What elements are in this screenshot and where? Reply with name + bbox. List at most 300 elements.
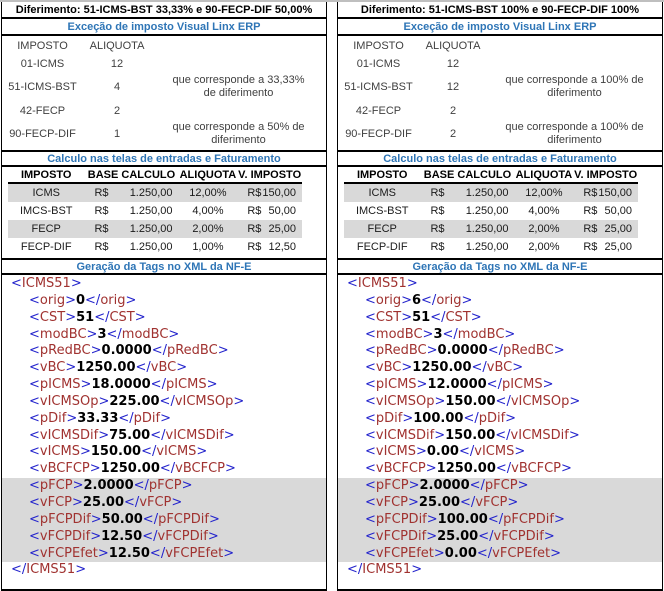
xml-value: 100.00 — [437, 511, 488, 527]
xml-bracket: </ — [133, 478, 149, 494]
currency-symbol: R$ — [583, 205, 598, 217]
xml-bracket: </ — [458, 444, 475, 460]
xml-tag-name: pFCPDif — [375, 511, 427, 527]
xml-value: 1250.00 — [436, 461, 496, 477]
calc-row — [8, 184, 302, 202]
xml-bracket: > — [90, 511, 102, 527]
xml-bracket: > — [207, 528, 219, 544]
xml-bracket: </ — [124, 494, 140, 510]
xml-bracket: > — [568, 427, 580, 443]
xml-line — [338, 394, 662, 411]
exception-rows — [2, 55, 326, 149]
imposto-amount: 50,00 — [604, 205, 632, 217]
xml-bracket: > — [89, 461, 101, 477]
xml-bracket: </ — [442, 326, 458, 342]
xml-bracket: </ — [495, 393, 511, 409]
xml-line — [2, 293, 326, 310]
xml-bracket: > — [434, 393, 446, 409]
v-imposto-cell — [237, 205, 302, 217]
xml-bracket: > — [66, 410, 78, 426]
xml-bracket: </ — [421, 292, 437, 308]
xml-tag-name: pDif — [478, 410, 506, 426]
xml-tag-name: ICMS51 — [362, 562, 412, 578]
xml-line — [2, 343, 326, 360]
xml-value: 1250.00 — [76, 360, 136, 376]
xml-bracket: < — [365, 511, 376, 527]
xml-line — [2, 529, 326, 546]
xml-line — [2, 428, 326, 445]
base-calculo-cell — [84, 223, 178, 235]
imposto-cell: FECP — [31, 223, 61, 235]
xml-bracket: > — [401, 360, 413, 376]
xml-bracket: < — [29, 494, 40, 510]
column-header-imposto: IMPOSTO — [20, 168, 72, 181]
xml-value: 0.0000 — [437, 343, 488, 359]
xml-tag-name: modBC — [375, 326, 423, 342]
imposto-cell: ICMS — [368, 187, 396, 199]
xml-tag-name: vFCPEfet — [375, 545, 434, 561]
xml-bracket: < — [29, 377, 40, 393]
calc-row — [8, 220, 302, 238]
column-header-aliquota: ALIQUOTA — [515, 168, 573, 181]
xml-tag-name: vICMS — [375, 444, 416, 460]
xml-bracket: </ — [159, 461, 176, 477]
imposto-cell: 42-FECP — [19, 104, 66, 117]
currency-symbol: R$ — [430, 205, 445, 217]
xml-tag-name: vICMSDif — [510, 427, 569, 443]
xml-bracket: </ — [135, 360, 151, 376]
xml-tag-name: pFCPDif — [158, 511, 209, 527]
xml-line — [338, 343, 662, 360]
xml-tag-name: pFCPDif — [503, 511, 554, 527]
xml-bracket: < — [365, 377, 376, 393]
xml-tag-name: vFCPDif — [493, 528, 544, 544]
section-header-calculo: Calculo nas telas de entradas e Faturamento — [2, 150, 326, 167]
xml-value: 51 — [76, 309, 95, 325]
xml-tag-name: vFCP — [375, 494, 408, 510]
xml-bracket: > — [65, 292, 76, 308]
xml-line — [338, 377, 662, 394]
xml-bracket: > — [233, 393, 245, 409]
xml-line — [2, 310, 326, 327]
xml-tag-name: pRedBC — [502, 343, 554, 359]
aliquota-cell: 12 — [110, 57, 124, 70]
xml-bracket: </ — [151, 343, 167, 359]
imposto-cell: 01-ICMS — [20, 57, 65, 70]
base-amount: 1.250,00 — [465, 241, 509, 253]
xml-value: 3 — [433, 326, 443, 342]
xml-bracket: < — [29, 528, 40, 544]
xml-tag-name: pRedBC — [166, 343, 218, 359]
xml-bracket: < — [365, 292, 376, 308]
base-amount: 1.250,00 — [129, 241, 173, 253]
xml-bracket: > — [402, 410, 414, 426]
xml-line — [338, 529, 662, 546]
imposto-amount: 150,00 — [262, 187, 296, 199]
xml-tag-name: pICMS — [165, 377, 207, 393]
xml-bracket: < — [365, 545, 376, 561]
base-calculo-cell — [84, 205, 178, 217]
xml-bracket: < — [365, 528, 376, 544]
xml-bracket: > — [171, 494, 183, 510]
base-amount: 1.250,00 — [465, 205, 509, 217]
xml-bracket: < — [365, 494, 376, 510]
xml-tag-name: vFCP — [475, 494, 508, 510]
xml-tag-name: modBC — [121, 326, 169, 342]
xml-line — [338, 512, 662, 529]
xml-bracket: < — [29, 410, 40, 426]
xml-value: 25.00 — [82, 494, 125, 510]
xml-value: 0.0000 — [101, 343, 152, 359]
aliquota-cell: 12,00% — [525, 187, 563, 199]
base-amount: 1.250,00 — [465, 223, 509, 235]
xml-bracket: > — [90, 528, 102, 544]
v-imposto-cell — [573, 241, 638, 253]
exception-row — [338, 119, 662, 149]
xml-bracket: > — [72, 478, 84, 494]
xml-bracket: </ — [478, 528, 494, 544]
xml-value: 3 — [97, 326, 107, 342]
xml-value: 75.00 — [109, 427, 151, 443]
imposto-amount: 150,00 — [598, 187, 632, 199]
section-header-excecao: Exceção de imposto Visual Linx ERP — [2, 19, 326, 36]
base-amount: 1.250,00 — [465, 187, 509, 199]
calc-table-header — [344, 167, 638, 184]
imposto-cell: 42-FECP — [355, 104, 402, 117]
exception-rows — [338, 55, 662, 149]
xml-bracket: < — [29, 343, 40, 359]
imposto-cell: 51-ICMS-BST — [344, 81, 413, 93]
xml-bracket: > — [543, 528, 555, 544]
xml-bracket: </ — [469, 478, 485, 494]
xml-tag-name: pFCP — [148, 478, 182, 494]
xml-bracket: < — [29, 393, 40, 409]
xml-bracket: > — [426, 511, 438, 527]
xml-line — [2, 495, 326, 512]
xml-tag-name: vBC — [39, 360, 66, 376]
xml-bracket: </ — [430, 309, 446, 325]
xml-value: 18.0000 — [91, 377, 151, 393]
base-calculo-cell — [420, 205, 514, 217]
xml-tag-name: vFCPDif — [39, 528, 91, 544]
aliquota-cell: 2 — [449, 104, 457, 117]
xml-bracket: > — [65, 360, 77, 376]
aliquota-cell: 2,00% — [528, 223, 560, 235]
xml-bracket: < — [29, 427, 40, 443]
imposto-cell: ICMS — [32, 187, 60, 199]
xml-line — [338, 461, 662, 478]
xml-bracket: > — [553, 343, 565, 359]
xml-bracket: > — [134, 309, 146, 325]
xml-line — [2, 444, 326, 461]
xml-tag-name: vFCP — [39, 494, 72, 510]
column-header-base-calculo: BASE CALCULO — [423, 168, 512, 181]
xml-tag-name: CST — [445, 309, 471, 325]
xml-bracket: </ — [460, 494, 476, 510]
aliquota-cell: 4 — [113, 81, 121, 93]
currency-symbol: R$ — [430, 241, 445, 253]
xml-value: 25.00 — [437, 528, 479, 544]
xml-line — [2, 512, 326, 529]
xml-bracket: </ — [141, 444, 157, 460]
currency-symbol: R$ — [583, 241, 598, 253]
xml-value: 12.50 — [108, 545, 150, 561]
v-imposto-cell — [237, 187, 302, 199]
base-amount: 1.250,00 — [129, 205, 173, 217]
xml-tag-name: pRedBC — [39, 343, 91, 359]
aliquota-cell: 2,00% — [192, 223, 224, 235]
currency-symbol: R$ — [430, 187, 445, 199]
xml-bracket: </ — [142, 511, 159, 527]
xml-bracket: < — [365, 478, 376, 494]
column-header-aliquota: ALIQUOTA — [179, 168, 237, 181]
xml-tag-name: pFCP — [39, 478, 73, 494]
imposto-amount: 50,00 — [268, 205, 296, 217]
xml-bracket: < — [29, 292, 40, 308]
xml-tag-name: vBC — [150, 360, 177, 376]
exception-row — [2, 119, 326, 149]
panel-diferimento-parcial — [1, 2, 327, 591]
xml-tag-name: ICMS51 — [21, 276, 71, 291]
xml-bracket: > — [160, 410, 172, 426]
currency-symbol: R$ — [583, 187, 598, 199]
xml-bracket: < — [347, 276, 358, 291]
aliquota-cell: 12 — [446, 81, 460, 93]
currency-symbol: R$ — [94, 223, 109, 235]
v-imposto-cell — [237, 223, 302, 235]
xml-line — [338, 276, 662, 293]
xml-line — [338, 444, 662, 461]
section-header-xml: Geração da Tags no XML da NF-E — [2, 258, 326, 275]
xml-bracket: > — [80, 377, 92, 393]
xml-tag-name: ICMS51 — [357, 276, 407, 291]
xml-tag-name: vFCPDif — [157, 528, 208, 544]
diferimento-note: que corresponde a 33,33% de diferimento — [172, 73, 305, 99]
base-calculo-cell — [420, 223, 514, 235]
xml-tag-name: vFCP — [139, 494, 172, 510]
xml-bracket: > — [176, 360, 188, 376]
xml-bracket: </ — [495, 427, 511, 443]
xml-tag-name: vICMS — [156, 444, 197, 460]
xml-tag-name: vICMSOp — [375, 393, 435, 409]
section-header-xml: Geração da Tags no XML da NF-E — [338, 258, 662, 275]
xml-bracket: > — [408, 478, 420, 494]
xml-bracket: < — [365, 343, 376, 359]
exception-row — [338, 72, 662, 102]
xml-value: 51 — [412, 309, 431, 325]
xml-bracket: > — [425, 461, 437, 477]
xml-bracket: > — [505, 410, 517, 426]
xml-tag-name: vFCPDif — [375, 528, 427, 544]
imposto-cell: 51-ICMS-BST — [8, 81, 77, 93]
xml-bracket: </ — [106, 326, 122, 342]
xml-tag-name: pFCP — [375, 478, 409, 494]
xml-bracket: > — [406, 276, 418, 291]
xml-bracket: < — [365, 326, 376, 342]
diferimento-note: que corresponde a 50% de diferimento — [172, 120, 305, 146]
imposto-cell: IMCS-BST — [355, 205, 409, 217]
column-header-aliquota: ALIQUOTA — [89, 40, 145, 52]
imposto-cell: FECP — [367, 223, 397, 235]
xml-tag-name: orig — [375, 292, 402, 308]
xml-bracket: < — [365, 444, 376, 460]
aliquota-cell: 2 — [449, 128, 457, 140]
base-amount: 1.250,00 — [129, 187, 173, 199]
xml-line — [338, 360, 662, 377]
exception-table — [2, 36, 326, 150]
imposto-amount: 25,00 — [268, 223, 296, 235]
aliquota-cell: 12,00% — [189, 187, 227, 199]
xml-bracket: > — [422, 326, 434, 342]
xml-bracket: > — [70, 276, 82, 291]
xml-tag-name: CST — [109, 309, 135, 325]
xml-bracket: > — [426, 343, 438, 359]
xml-bracket: </ — [94, 309, 110, 325]
xml-bracket: > — [401, 309, 413, 325]
xml-value: 0 — [75, 292, 86, 308]
xml-tag-name: vBCFCP — [175, 461, 226, 477]
xml-bracket: </ — [150, 377, 166, 393]
xml-line — [2, 377, 326, 394]
xml-bracket: </ — [487, 343, 503, 359]
xml-bracket: > — [433, 545, 445, 561]
xml-block — [338, 275, 662, 589]
xml-bracket: > — [98, 427, 110, 443]
aliquota-cell: 2,00% — [528, 241, 560, 253]
xml-bracket: </ — [142, 528, 158, 544]
xml-bracket: > — [90, 343, 102, 359]
xml-tag-name: modBC — [457, 326, 505, 342]
imposto-amount: 25,00 — [604, 241, 632, 253]
xml-value: 150.00 — [445, 393, 496, 409]
section-header-calculo: Calculo nas telas de entradas e Faturamento — [338, 150, 662, 167]
xml-bracket: < — [365, 410, 376, 426]
imposto-cell: FECP-DIF — [356, 241, 408, 253]
xml-value: 225.00 — [109, 393, 160, 409]
xml-bracket: < — [365, 360, 376, 376]
xml-bracket: > — [98, 393, 110, 409]
column-header-imposto: IMPOSTO — [353, 40, 404, 52]
v-imposto-cell — [573, 205, 638, 217]
xml-bracket: </ — [11, 562, 27, 578]
xml-line — [2, 411, 326, 428]
xml-bracket: > — [401, 292, 412, 308]
exception-row — [2, 102, 326, 119]
xml-block — [2, 275, 326, 589]
xml-tag-name: modBC — [39, 326, 87, 342]
xml-bracket: > — [196, 444, 208, 460]
v-imposto-cell — [573, 223, 638, 235]
xml-bracket: > — [434, 427, 446, 443]
xml-tag-name: pDif — [39, 410, 67, 426]
xml-bracket: > — [504, 326, 516, 342]
xml-tag-name: CST — [375, 309, 402, 325]
xml-tag-name: vICMSDif — [39, 427, 99, 443]
xml-value: 150.00 — [445, 427, 496, 443]
xml-value: 12.50 — [101, 528, 143, 544]
xml-bracket: > — [550, 545, 562, 561]
xml-tag-name: vBC — [486, 360, 513, 376]
column-header-imposto: IMPOSTO — [356, 168, 408, 181]
xml-bracket: > — [125, 292, 137, 308]
xml-line — [338, 478, 662, 495]
xml-value: 1250.00 — [412, 360, 472, 376]
currency-symbol: R$ — [247, 241, 262, 253]
xml-bracket: > — [517, 478, 529, 494]
currency-symbol: R$ — [94, 187, 109, 199]
currency-symbol: R$ — [247, 223, 262, 235]
exception-row — [2, 72, 326, 102]
base-calculo-cell — [84, 241, 178, 253]
xml-tag-name: orig — [100, 292, 126, 308]
column-header-base-calculo: BASE CALCULO — [87, 168, 176, 181]
xml-bracket: </ — [149, 545, 166, 561]
xml-bracket: </ — [85, 292, 101, 308]
section-header-excecao: Exceção de imposto Visual Linx ERP — [338, 19, 662, 36]
aliquota-cell: 4,00% — [528, 205, 560, 217]
exception-row — [338, 102, 662, 119]
xml-bracket: < — [365, 393, 376, 409]
aliquota-cell: 2 — [113, 104, 121, 117]
xml-bracket: </ — [487, 511, 504, 527]
panel-title: Diferimento: 51-ICMS-BST 33,33% e 90-FECP-DIF 50,00% — [2, 2, 326, 19]
xml-bracket: < — [29, 461, 40, 477]
xml-tag-name: vBCFCP — [375, 461, 426, 477]
xml-tag-name: vBCFCP — [39, 461, 90, 477]
exception-table-header — [2, 37, 326, 55]
xml-tag-name: pFCPDif — [39, 511, 91, 527]
column-header-v-imposto: V. IMPOSTO — [238, 168, 302, 181]
xml-tag-name: pDif — [375, 410, 403, 426]
xml-bracket: > — [86, 326, 98, 342]
xml-value: 2.0000 — [419, 478, 470, 494]
calc-row — [344, 220, 638, 238]
calc-row — [344, 238, 638, 256]
exception-row — [338, 55, 662, 72]
imposto-cell: 90-FECP-DIF — [345, 128, 412, 140]
xml-tag-name: ICMS51 — [26, 562, 76, 578]
xml-bracket: </ — [471, 360, 487, 376]
xml-tag-name: orig — [436, 292, 462, 308]
base-calculo-cell — [420, 187, 514, 199]
xml-bracket: > — [217, 343, 229, 359]
xml-value: 33.33 — [77, 410, 119, 426]
xml-line — [2, 327, 326, 344]
xml-line — [338, 411, 662, 428]
base-calculo-cell — [84, 187, 178, 199]
xml-bracket: < — [29, 511, 40, 527]
xml-bracket: < — [29, 360, 40, 376]
currency-symbol: R$ — [430, 223, 445, 235]
base-calculo-cell — [420, 241, 514, 253]
calc-row — [344, 202, 638, 220]
exception-table — [338, 36, 662, 150]
xml-line — [338, 562, 662, 579]
xml-bracket: > — [411, 562, 423, 578]
xml-bracket: > — [553, 511, 565, 527]
xml-bracket: > — [507, 494, 519, 510]
xml-tag-name: pFCP — [484, 478, 518, 494]
xml-line — [2, 276, 326, 293]
xml-line — [338, 310, 662, 327]
xml-bracket: > — [512, 360, 524, 376]
xml-bracket: > — [168, 326, 180, 342]
xml-bracket: > — [223, 427, 235, 443]
xml-tag-name: vFCPEfet — [165, 545, 224, 561]
xml-bracket: < — [365, 461, 376, 477]
xml-bracket: > — [181, 478, 193, 494]
xml-tag-name: pICMS — [39, 377, 81, 393]
